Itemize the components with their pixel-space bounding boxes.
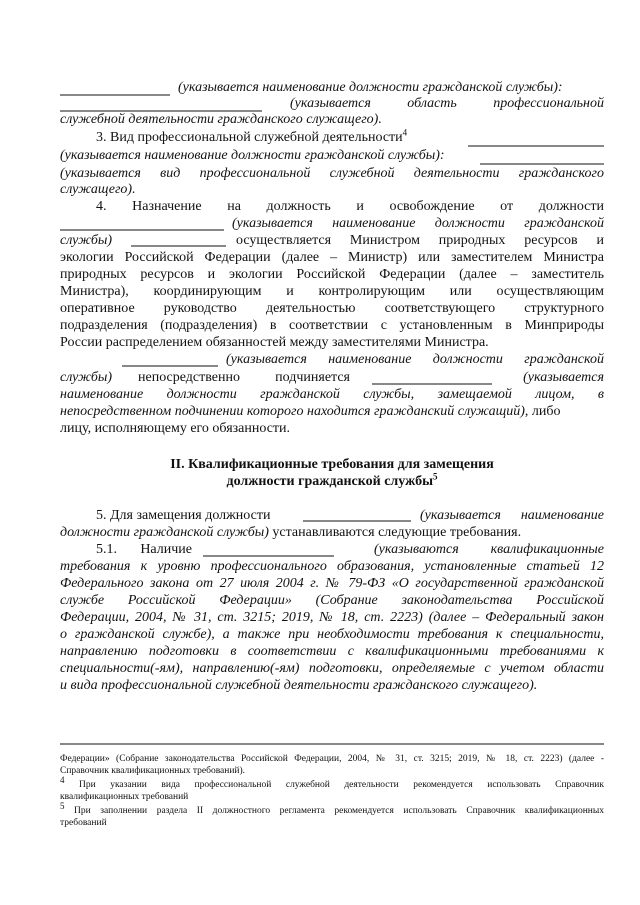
text-line: наименование должности гражданской службы, замещаемой лицом, в xyxy=(60,387,604,402)
footnote-4: $^4$ При указании вида профессиональной служебной деятельности рекомендуется использовать Справочник xyxy=(60,775,604,791)
text-line: Федерации, 2004, № 31, ст. 3215; 2019, № 18, ст. 2223) (далее – Федеральный закон xyxy=(60,610,604,625)
footnote-5: $^5$ При заполнении раздела II должностного регламента рекомендуется использовать Справочник квалификационных xyxy=(60,801,604,817)
item-4-heading: 4. Назначение на должность и освобождение от должности xyxy=(96,199,604,214)
text-line: должности гражданской службы) устанавливаются следующие требования. xyxy=(60,525,522,540)
text-line: (указывается наименование должности гражданской xyxy=(226,352,604,367)
section-heading: II. Квалификационные требования для замещения xyxy=(170,457,494,472)
text-line: экологии Российской Федерации (далее – Министр) или заместителем Министра xyxy=(60,250,604,265)
footnote-ref-4: 4 xyxy=(402,127,408,138)
text-line: (указывается наименование должности гражданской службы): xyxy=(60,148,445,163)
text-line: (указываются квалификационные xyxy=(374,542,604,557)
text-line: о гражданской службе), а также при необходимости требования к специальности, xyxy=(60,627,604,642)
item-5-1-heading: 5.1. Наличие xyxy=(96,542,192,557)
text-line: службе Российской Федерации» (Собрание законодательства Российской xyxy=(60,593,604,608)
footnote-line: Справочник квалификационных требований). xyxy=(60,766,246,776)
footnote-marker: 5 xyxy=(60,801,65,811)
section-heading: должности гражданской службы$^5$ xyxy=(226,471,438,489)
text-line: (указывается xyxy=(523,370,604,385)
footnote-line: требований xyxy=(60,818,107,828)
text-line: непосредственно подчиняется xyxy=(138,370,350,385)
text-line: требования к уровню профессионального образования, установленные статьей 12 xyxy=(60,559,604,574)
text-line: направлению подготовки в соответствии с квалификационными требованиями к xyxy=(60,644,604,659)
text-line: (указывается наименование xyxy=(420,508,604,523)
footnote-marker: 4 xyxy=(60,775,65,785)
text-line: Министра), координирующим и контролирующим или осуществляющим xyxy=(60,284,604,299)
text-line: (указывается наименование должности гражданской xyxy=(232,216,604,231)
text-line: Федерального закона от 27 июля 2004 г. № 79-ФЗ «О государственной гражданской xyxy=(60,576,604,591)
text-line: службы) xyxy=(60,233,113,248)
text-line: России распределением обязанностей между заместителями Министра. xyxy=(60,335,489,350)
text-line: (указывается вид профессиональной служебной деятельности гражданского xyxy=(60,166,604,181)
text-line: специальности(-ям), направлению(-ям) подготовки, определяемые с учетом области xyxy=(60,661,604,676)
text-line: службы) xyxy=(60,370,113,385)
text-line: оперативное руководство деятельностью соответствующего структурного xyxy=(60,301,604,316)
footnote-ref-5: 5 xyxy=(433,471,438,482)
text-line: природных ресурсов и экологии Российской Федерации (далее – заместитель xyxy=(60,267,604,282)
text-line: (указывается область профессиональной xyxy=(290,96,604,111)
item-3-heading: 3. Вид профессиональной служебной деятельности$^4$ xyxy=(96,127,408,145)
footnote-line: Федерации» (Собрание законодательства Российской Федерации, 2004, № 31, ст. 3215; 2019, № 18, ст. 2223) (далее - xyxy=(60,754,604,764)
text-line: (указывается наименование должности гражданской службы): xyxy=(178,80,563,95)
text-line: лицу, исполняющему его обязанности. xyxy=(60,421,291,436)
text-line: подразделения (подразделения) в соответствии с установленным в Минприроды xyxy=(60,318,604,333)
text-line: служащего). xyxy=(60,182,136,197)
text-line: служебной деятельности гражданского служащего). xyxy=(60,112,382,127)
footnote-line: квалификационных требований xyxy=(60,792,189,802)
text-line: непосредственном подчинении которого находится гражданский служащий), либо xyxy=(60,404,561,419)
text-line: осуществляется Министром природных ресурсов и xyxy=(236,233,604,248)
text-line: и вида профессиональной служебной деятельности гражданского служащего). xyxy=(60,678,538,693)
item-5-heading: 5. Для замещения должности xyxy=(96,508,271,523)
